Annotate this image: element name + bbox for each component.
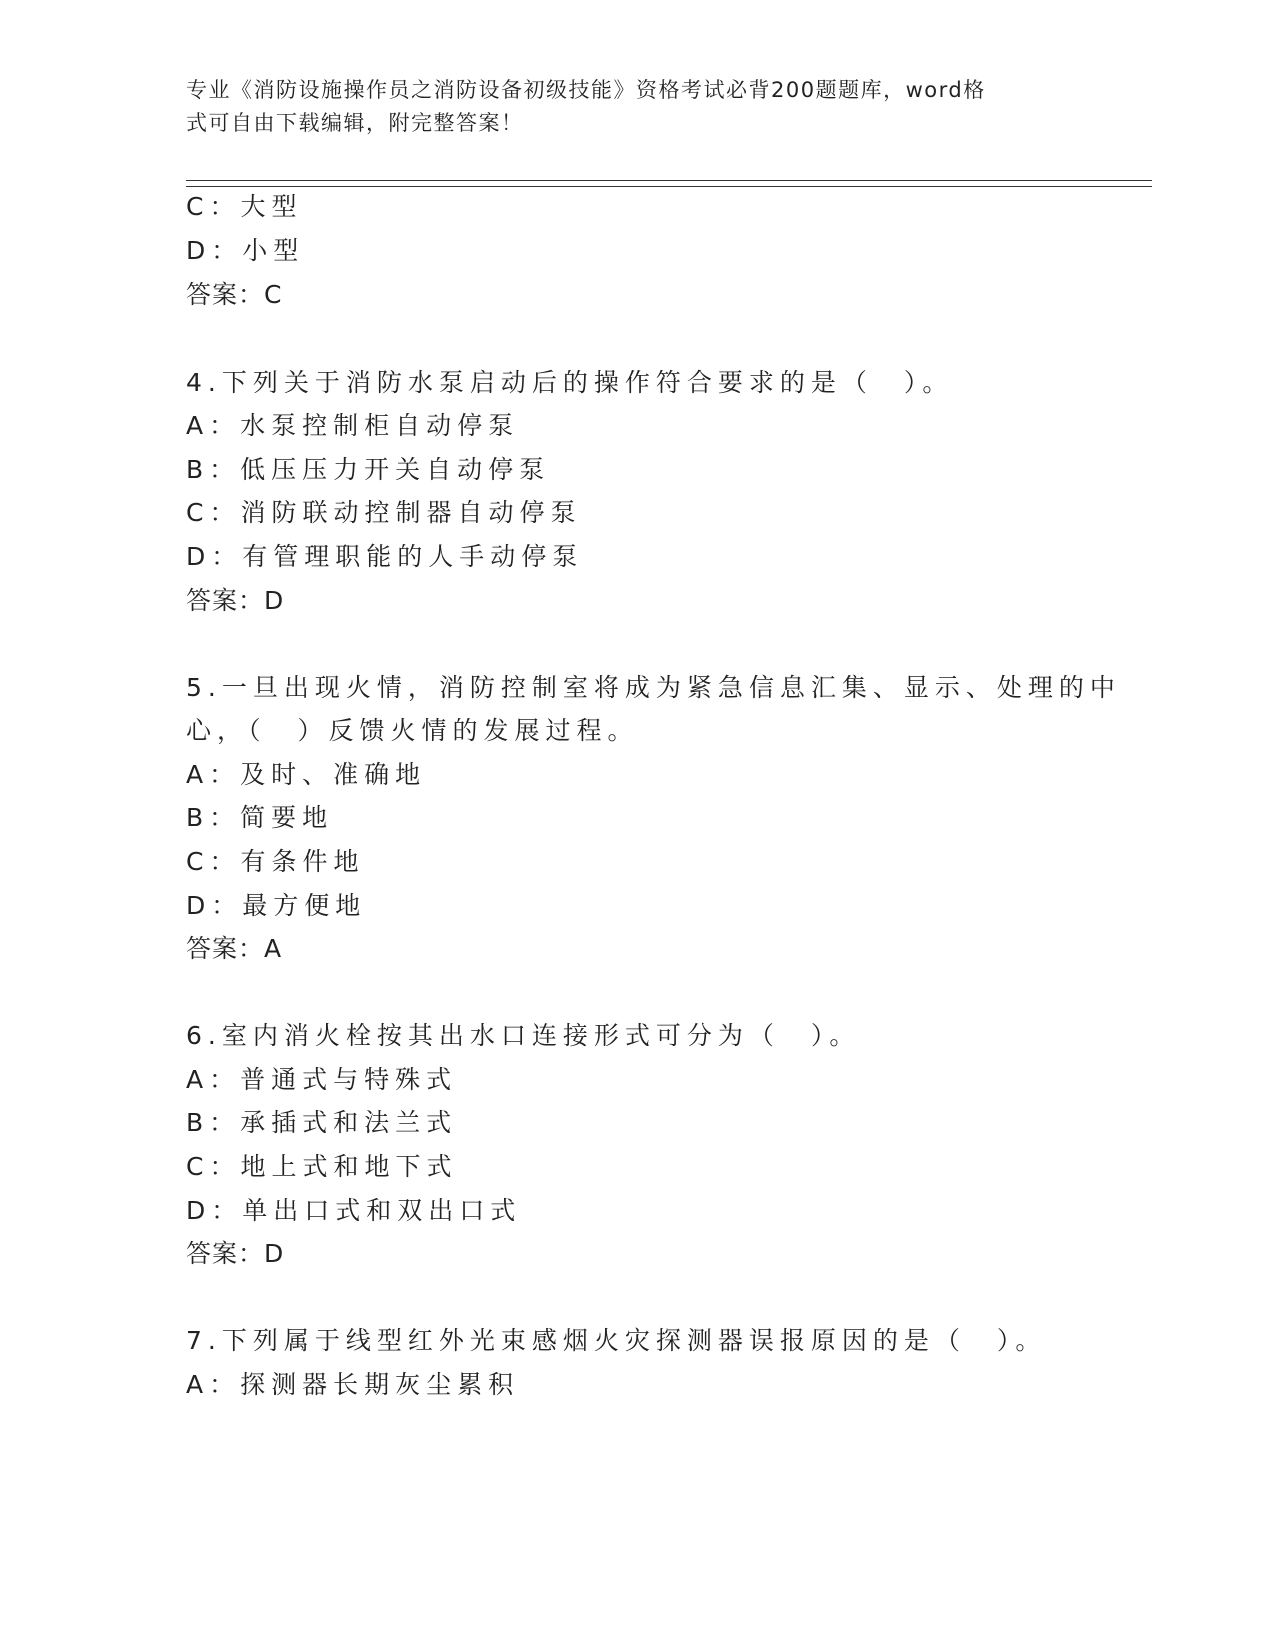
q4-stem: 4.下列关于消防水泵启动后的操作符合要求的是（ ）。: [186, 368, 954, 397]
q5-option-d: D：最方便地: [186, 891, 367, 920]
q6-option-d: D：单出口式和双出口式: [186, 1196, 522, 1225]
q4-option-b: B：低压压力开关自动停泵: [186, 455, 551, 484]
q3-answer: 答案：C: [186, 280, 283, 309]
q3-option-c: C：大型: [186, 192, 303, 221]
q4-option-c: C：消防联动控制器自动停泵: [186, 498, 582, 527]
q6-option-b: B：承插式和法兰式: [186, 1108, 458, 1137]
document-header: [186, 74, 1086, 140]
q5-option-a: A：及时、准确地: [186, 760, 427, 789]
q4-option-a: A：水泵控制柜自动停泵: [186, 411, 520, 440]
q7-stem: 7.下列属于线型红外光束感烟火灾探测器误报原因的是（ ）。: [186, 1326, 1047, 1355]
q3-option-d: D：小型: [186, 236, 305, 265]
q5-option-b: B：简要地: [186, 803, 334, 832]
header-line-1: 专业《消防设施操作员之消防设备初级技能》资格考试必背200题题库，word格: [186, 78, 986, 102]
q5-stem-line-1: 5.一旦出现火情，消防控制室将成为紧急信息汇集、显示、处理的中: [186, 673, 1121, 702]
q6-stem: 6.室内消火栓按其出水口连接形式可分为（ ）。: [186, 1021, 861, 1050]
header-divider-bottom: [186, 186, 1152, 187]
q4-option-d: D：有管理职能的人手动停泵: [186, 542, 584, 571]
q5-answer: 答案：A: [186, 934, 283, 963]
q6-answer: 答案：D: [186, 1239, 285, 1268]
q4-answer: 答案：D: [186, 586, 285, 615]
header-divider-top: [186, 180, 1152, 181]
q6-option-c: C：地上式和地下式: [186, 1152, 458, 1181]
header-line-2: 式可自由下载编辑，附完整答案！: [186, 111, 524, 135]
q7-option-a: A：探测器长期灰尘累积: [186, 1370, 520, 1399]
q6-option-a: A：普通式与特殊式: [186, 1065, 458, 1094]
q5-stem-line-2: 心，（ ）反馈火情的发展过程。: [186, 716, 639, 745]
q5-option-c: C：有条件地: [186, 847, 365, 876]
